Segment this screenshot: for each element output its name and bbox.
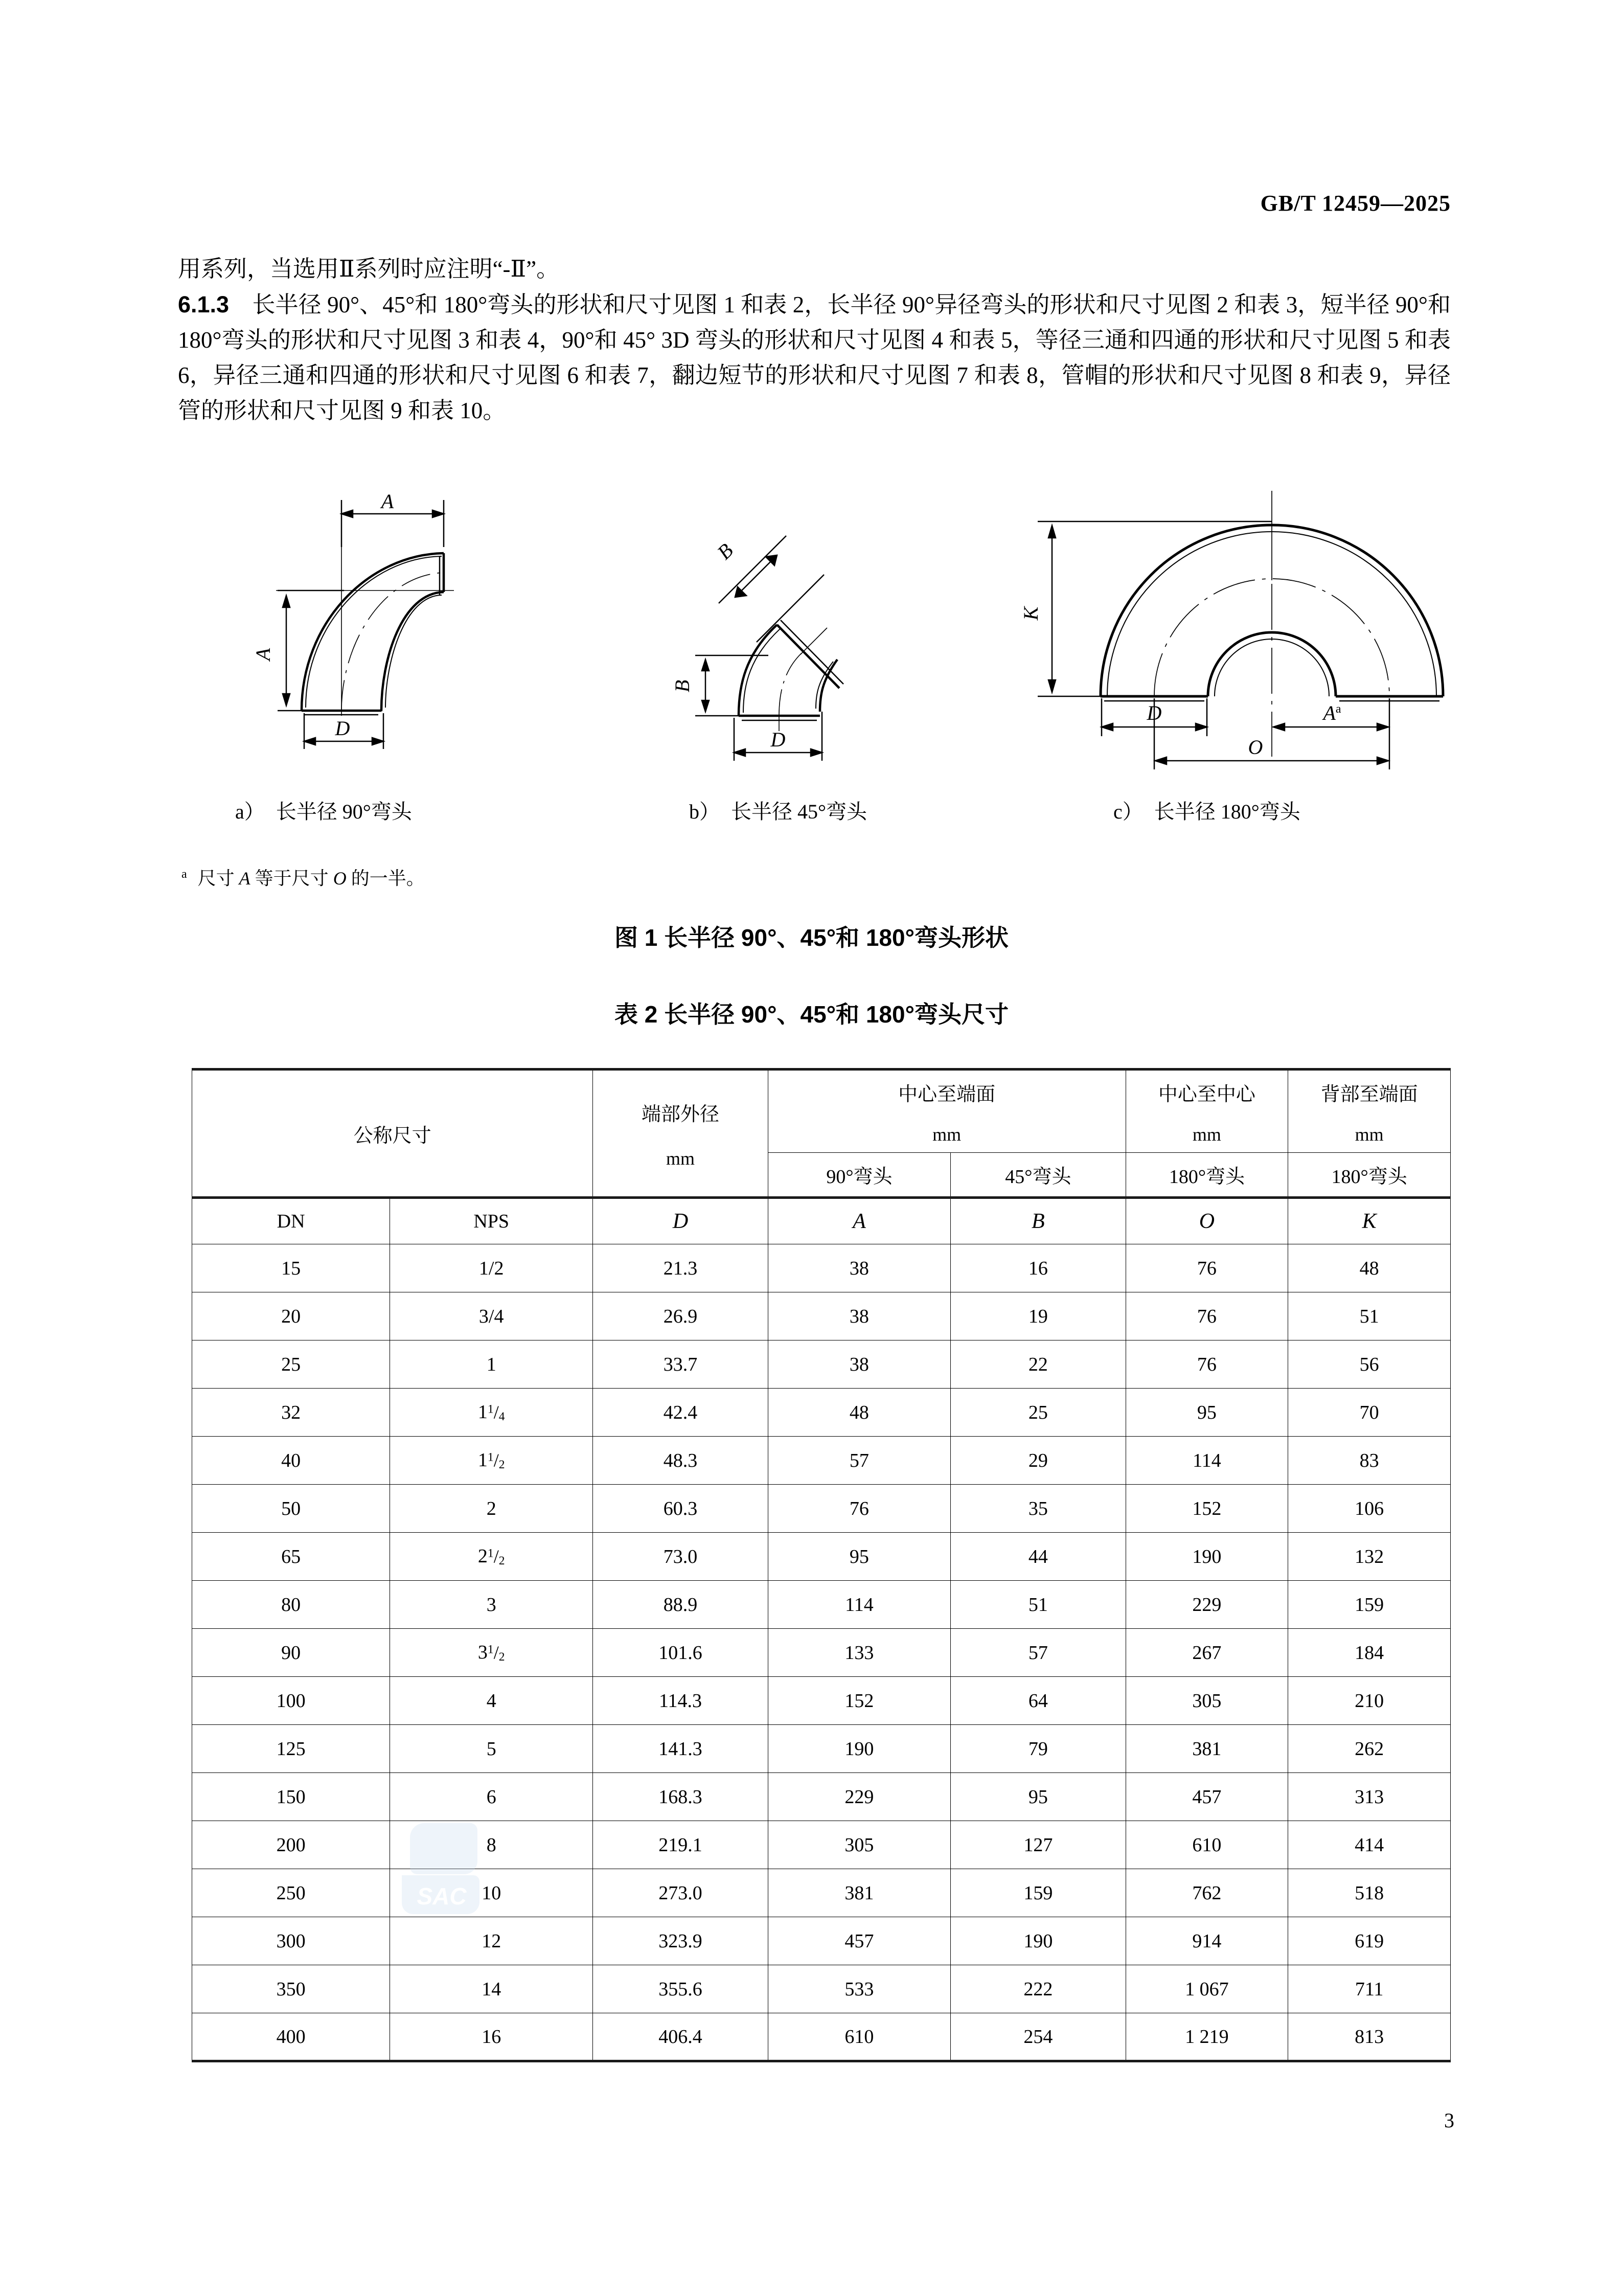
cell-o: 457 (1126, 1773, 1288, 1821)
cell-b: 25 (951, 1389, 1126, 1437)
th-center-to-end-label: 中心至端面 (898, 1083, 996, 1105)
elbow-90-drawing (239, 491, 618, 808)
cell-k: 619 (1288, 1917, 1451, 1965)
cell-k: 106 (1288, 1485, 1451, 1533)
cell-o: 610 (1126, 1821, 1288, 1869)
th-center-to-center-unit: mm (1192, 1124, 1221, 1145)
th-center-to-end-unit: mm (932, 1124, 962, 1145)
dim-label-O-180: O (1248, 736, 1263, 759)
table-row (192, 1629, 1451, 1677)
th-sub-elbow-180-o: 180°弯头 (1126, 1153, 1288, 1198)
cell-d: 101.6 (593, 1629, 768, 1677)
cell-a: 95 (768, 1533, 950, 1581)
cell-nps: $3^1/_2$ (390, 1629, 593, 1677)
cell-d: 48.3 (593, 1437, 768, 1485)
cell-d: 355.6 (593, 1965, 768, 2013)
cell-nps: 4 (390, 1677, 593, 1725)
figure-caption-a-text: 长半径 90°弯头 (276, 800, 412, 823)
figure-caption-a-label: a） (235, 800, 265, 823)
cell-dn: 400 (192, 2013, 390, 2061)
clause-body: 长半径 90°、45°和 180°弯头的形状和尺寸见图 1 和表 2，长半径 90°异径弯头的形状和尺寸见图 2 和表 3，短半径 90°和 180°弯头的形状和尺寸见图 3 和表 4，90°和 45° 3D 弯头的形状和尺寸见图 4 和表 5，等径三通和四通的形状和尺寸见图 5 和表 6，异径三通和四通的形状和尺寸见图 6 和表 7，翻边短节的形状和尺寸见图 7 和表 8，管帽的形状和尺寸见图 8 和表 9，异径管的形状和尺寸见图 9 和表 10。 (178, 292, 1451, 423)
cell-nps: 3 (390, 1581, 593, 1629)
figure-caption-b-text: 长半径 45°弯头 (731, 800, 867, 823)
cell-b: 190 (951, 1917, 1126, 1965)
cell-d: 273.0 (593, 1869, 768, 1917)
table-row (192, 1821, 1451, 1869)
cell-d: 114.3 (593, 1677, 768, 1725)
footnote-text-pre: 尺寸 (197, 868, 239, 889)
cell-dn: 32 (192, 1389, 390, 1437)
cell-k: 313 (1288, 1773, 1451, 1821)
cell-b: 95 (951, 1773, 1126, 1821)
cell-k: 414 (1288, 1821, 1451, 1869)
th-end-outer-diameter-unit: mm (666, 1148, 695, 1169)
figure-caption-c-text: 长半径 180°弯头 (1154, 800, 1300, 823)
dimensions-table (192, 1068, 1451, 2062)
dim-label-A-top: A (381, 491, 394, 513)
cell-o: 1 219 (1126, 2013, 1288, 2061)
cell-a: 38 (768, 1292, 950, 1340)
cell-d: 21.3 (593, 1244, 768, 1292)
dim-label-D-bottom: D (335, 717, 350, 740)
cell-o: 114 (1126, 1437, 1288, 1485)
cell-a: 610 (768, 2013, 950, 2061)
cell-a: 38 (768, 1340, 950, 1389)
cell-nps: 5 (390, 1725, 593, 1773)
th-symbol-d: D (593, 1198, 768, 1244)
th-back-to-end-label: 背部至端面 (1320, 1083, 1418, 1105)
th-symbol-b: B (951, 1198, 1126, 1244)
cell-k: 70 (1288, 1389, 1451, 1437)
figure-caption-b (689, 795, 867, 825)
cell-a: 381 (768, 1869, 950, 1917)
cell-dn: 15 (192, 1244, 390, 1292)
table-row (192, 1244, 1451, 1292)
cell-o: 190 (1126, 1533, 1288, 1581)
th-back-to-end-unit: mm (1355, 1124, 1384, 1145)
cell-dn: 65 (192, 1533, 390, 1581)
cell-o: 267 (1126, 1629, 1288, 1677)
th-symbol-o: O (1126, 1198, 1288, 1244)
th-end-outer-diameter-label: 端部外径 (641, 1103, 719, 1125)
cell-a: 152 (768, 1677, 950, 1725)
cell-d: 60.3 (593, 1485, 768, 1533)
th-sub-elbow-45: 45°弯头 (951, 1153, 1126, 1198)
cell-d: 33.7 (593, 1340, 768, 1389)
cell-b: 22 (951, 1340, 1126, 1389)
table-row (192, 1485, 1451, 1533)
cell-a: 57 (768, 1437, 950, 1485)
cell-a: 457 (768, 1917, 950, 1965)
cell-o: 76 (1126, 1340, 1288, 1389)
table-body (192, 1244, 1451, 2061)
cell-b: 64 (951, 1677, 1126, 1725)
cell-dn: 20 (192, 1292, 390, 1340)
cell-nps: 12 (390, 1917, 593, 1965)
table-header-row-1 (192, 1070, 1451, 1153)
footnote-symbol-O: O (333, 868, 347, 889)
footnote-text-mid: 等于尺寸 (250, 868, 333, 889)
cell-k: 184 (1288, 1629, 1451, 1677)
table-row (192, 1581, 1451, 1629)
th-center-to-center-label: 中心至中心 (1158, 1083, 1255, 1105)
cell-d: 219.1 (593, 1821, 768, 1869)
figure-caption-b-label: b） (689, 800, 720, 823)
footnote-marker: a (181, 868, 187, 881)
cell-k: 132 (1288, 1533, 1451, 1581)
figure-title-1: 图 1 长半径 90°、45°和 180°弯头形状 (614, 924, 1009, 951)
dim-label-D-bottom-45: D (770, 728, 786, 751)
figure-caption-c-label: c） (1113, 800, 1143, 823)
dim-label-B-slant: B (712, 538, 738, 564)
figure-long-radius-180-elbow (1016, 491, 1451, 810)
table-head (192, 1070, 1451, 1244)
th-symbol-dn: DN (192, 1198, 390, 1244)
cell-d: 42.4 (593, 1389, 768, 1437)
table-row (192, 1292, 1451, 1340)
cell-nps: 14 (390, 1965, 593, 2013)
dim-label-B-side: B (671, 679, 694, 693)
body-text-block (178, 252, 1451, 428)
table-row (192, 1965, 1451, 2013)
footnote-text-post: 的一半。 (346, 868, 425, 889)
th-center-to-end (768, 1070, 1126, 1153)
cell-dn: 100 (192, 1677, 390, 1725)
cell-a: 305 (768, 1821, 950, 1869)
th-symbol-nps: NPS (390, 1198, 593, 1244)
cell-b: 35 (951, 1485, 1126, 1533)
svg-text:SAC: SAC (417, 1883, 467, 1909)
cell-o: 914 (1126, 1917, 1288, 1965)
th-symbol-a: A (768, 1198, 950, 1244)
cell-dn: 250 (192, 1869, 390, 1917)
cell-o: 76 (1126, 1292, 1288, 1340)
cell-a: 190 (768, 1725, 950, 1773)
cell-b: 159 (951, 1869, 1126, 1917)
cell-b: 51 (951, 1581, 1126, 1629)
cell-d: 88.9 (593, 1581, 768, 1629)
cell-dn: 125 (192, 1725, 390, 1773)
standard-number-header: GB/T 12459—2025 (1260, 191, 1451, 216)
cell-b: 44 (951, 1533, 1126, 1581)
cell-d: 141.3 (593, 1725, 768, 1773)
cell-b: 57 (951, 1629, 1126, 1677)
cell-d: 406.4 (593, 2013, 768, 2061)
cell-k: 48 (1288, 1244, 1451, 1292)
cell-dn: 90 (192, 1629, 390, 1677)
cell-nps: 1 (390, 1340, 593, 1389)
th-end-outer-diameter (593, 1070, 768, 1198)
cell-d: 26.9 (593, 1292, 768, 1340)
cell-k: 518 (1288, 1869, 1451, 1917)
figure-captions-row (178, 795, 1451, 826)
cell-a: 114 (768, 1581, 950, 1629)
cell-dn: 300 (192, 1917, 390, 1965)
cell-nps: 16 (390, 2013, 593, 2061)
figure-footnote (181, 864, 425, 890)
cell-nps: $2^1/_2$ (390, 1533, 593, 1581)
table-row (192, 1533, 1451, 1581)
cell-o: 95 (1126, 1389, 1288, 1437)
cell-nps: 1/2 (390, 1244, 593, 1292)
cell-k: 159 (1288, 1581, 1451, 1629)
table-title-2: 表 2 长半径 90°、45°和 180°弯头尺寸 (614, 1001, 1009, 1028)
th-symbol-k: K (1288, 1198, 1451, 1244)
cell-b: 254 (951, 2013, 1126, 2061)
cell-o: 152 (1126, 1485, 1288, 1533)
dimensions-table-wrapper (192, 1068, 1451, 2062)
cell-o: 305 (1126, 1677, 1288, 1725)
cell-nps: 10 (390, 1869, 593, 1917)
cell-dn: 200 (192, 1821, 390, 1869)
figure-long-radius-45-elbow (669, 491, 975, 810)
cell-k: 813 (1288, 2013, 1451, 2061)
cell-k: 56 (1288, 1340, 1451, 1389)
cell-o: 229 (1126, 1581, 1288, 1629)
cell-nps: $1^1/_4$ (390, 1389, 593, 1437)
cell-b: 127 (951, 1821, 1126, 1869)
paragraph-continuation: 用系列，当选用Ⅱ系列时应注明“-Ⅱ”。 (178, 256, 560, 282)
cell-a: 533 (768, 1965, 950, 2013)
dim-label-K: K (1019, 606, 1042, 621)
cell-b: 29 (951, 1437, 1126, 1485)
table-row (192, 1773, 1451, 1821)
cell-dn: 40 (192, 1437, 390, 1485)
table-row (192, 1917, 1451, 1965)
table-row (192, 1340, 1451, 1389)
cell-o: 76 (1126, 1244, 1288, 1292)
figure-long-radius-90-elbow (239, 491, 618, 810)
cell-k: 83 (1288, 1437, 1451, 1485)
th-back-to-end (1288, 1070, 1451, 1153)
figure-group-1 (178, 491, 1451, 818)
cell-o: 1 067 (1126, 1965, 1288, 2013)
cell-d: 168.3 (593, 1773, 768, 1821)
cell-nps: 8 (390, 1821, 593, 1869)
cell-dn: 80 (192, 1581, 390, 1629)
cell-b: 79 (951, 1725, 1126, 1773)
cell-nps: 3/4 (390, 1292, 593, 1340)
figure-caption-c (1113, 795, 1300, 825)
th-nominal-size: 公称尺寸 (192, 1070, 593, 1198)
cell-b: 222 (951, 1965, 1126, 2013)
cell-dn: 350 (192, 1965, 390, 2013)
elbow-45-drawing (669, 491, 975, 808)
cell-dn: 25 (192, 1340, 390, 1389)
cell-nps: 2 (390, 1485, 593, 1533)
cell-dn: 150 (192, 1773, 390, 1821)
paragraph-clause-613 (178, 287, 1451, 428)
table-row (192, 1437, 1451, 1485)
dim-label-A-180: $A^a$ (1323, 701, 1341, 724)
cell-k: 711 (1288, 1965, 1451, 2013)
cell-a: 76 (768, 1485, 950, 1533)
cell-a: 48 (768, 1389, 950, 1437)
dim-label-D-180: D (1147, 701, 1162, 724)
cell-o: 762 (1126, 1869, 1288, 1917)
table-row (192, 1869, 1451, 1917)
cell-o: 381 (1126, 1725, 1288, 1773)
elbow-180-drawing (1016, 491, 1451, 808)
th-center-to-center (1126, 1070, 1288, 1153)
figure-caption-a (235, 795, 412, 825)
cell-a: 38 (768, 1244, 950, 1292)
cell-k: 262 (1288, 1725, 1451, 1773)
cell-k: 210 (1288, 1677, 1451, 1725)
table-row (192, 1677, 1451, 1725)
table-row (192, 2013, 1451, 2061)
th-sub-elbow-90: 90°弯头 (768, 1153, 950, 1198)
clause-number: 6.1.3 (178, 291, 230, 317)
cell-nps: $1^1/_2$ (390, 1437, 593, 1485)
table-row (192, 1725, 1451, 1773)
table-row (192, 1389, 1451, 1437)
footnote-symbol-A: A (239, 868, 250, 889)
cell-nps: 6 (390, 1773, 593, 1821)
cell-d: 73.0 (593, 1533, 768, 1581)
th-sub-elbow-180-k: 180°弯头 (1288, 1153, 1451, 1198)
cell-a: 229 (768, 1773, 950, 1821)
cell-b: 16 (951, 1244, 1126, 1292)
page-number: 3 (1444, 2109, 1454, 2132)
cell-d: 323.9 (593, 1917, 768, 1965)
cell-b: 19 (951, 1292, 1126, 1340)
cell-a: 133 (768, 1629, 950, 1677)
table-header-row-symbols (192, 1198, 1451, 1244)
cell-k: 51 (1288, 1292, 1451, 1340)
dim-label-A-side: A (252, 648, 275, 661)
cell-dn: 50 (192, 1485, 390, 1533)
